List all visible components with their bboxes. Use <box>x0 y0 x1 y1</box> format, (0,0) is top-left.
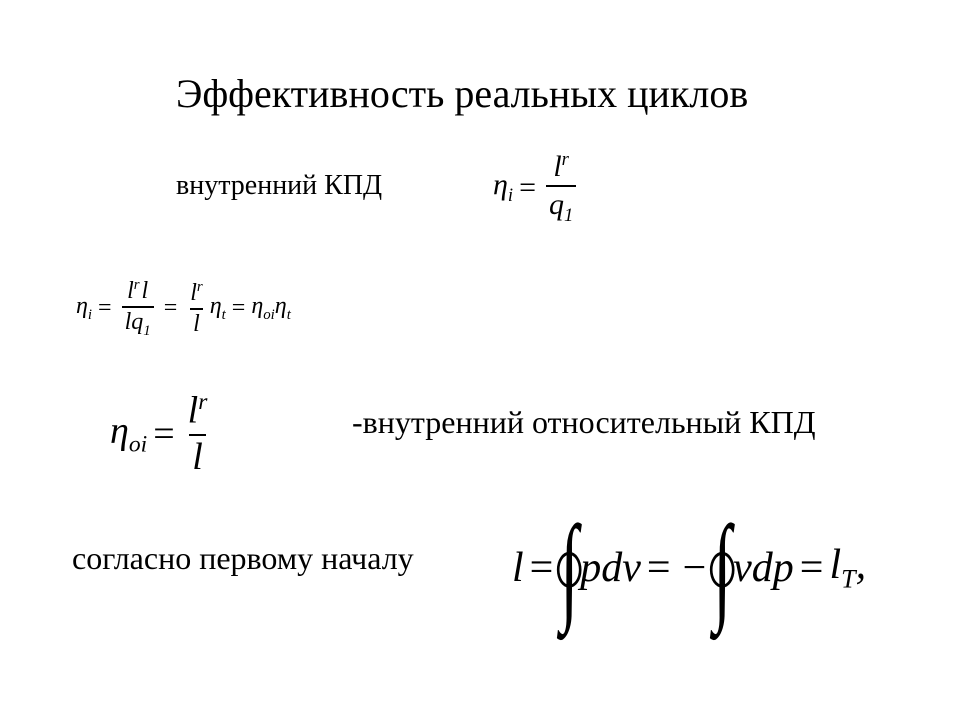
equals-sign: = <box>163 295 178 322</box>
equals-sign: = <box>529 545 554 591</box>
equals-sign: = <box>153 412 175 455</box>
formula-relative-efficiency <box>110 390 214 477</box>
numerator: $l^r$ <box>553 149 569 183</box>
equals-sign: = <box>98 295 112 322</box>
eta-t-symbol: $\eta_t$ <box>274 293 291 324</box>
fraction-2: $\frac{l^r}{l}$ <box>190 279 203 338</box>
equals-sign: = <box>231 295 246 322</box>
eta-symbol: $\eta_i$ <box>493 168 514 206</box>
first-law-label: согласно первому началу <box>72 540 414 576</box>
formula-internal-efficiency <box>493 150 580 225</box>
page-title: Эффективность реальных циклов <box>176 71 749 116</box>
contour-integral-icon: ∫ <box>561 508 579 628</box>
eta-t-symbol: $\eta_t$ <box>209 293 226 324</box>
fraction <box>546 150 576 225</box>
eta-oi-symbol: $\eta_{oi}$ <box>110 409 148 458</box>
formula-derivation <box>76 278 291 340</box>
relative-efficiency-label: -внутренний относительный КПД <box>352 404 816 440</box>
minus-sign: − <box>682 545 707 591</box>
eta-oi-symbol: $\eta_{oi}$ <box>251 293 275 324</box>
eta-i-symbol: $\eta_i$ <box>76 293 93 324</box>
fraction-1: $\frac{l^r l}{lq_1}$ <box>122 278 154 340</box>
internal-efficiency-label: внутренний КПД <box>176 170 383 201</box>
equals-sign: = <box>799 545 824 591</box>
denominator: $q_1$ <box>546 185 576 226</box>
formula-work-integral: l = ∫ pdv = − ∫ vdp = $l_T$, <box>512 501 867 634</box>
equals-sign: = <box>646 545 671 591</box>
equals-sign: = <box>519 170 536 204</box>
fraction: $\frac{l^r}{l}$ <box>187 389 208 478</box>
contour-integral-icon: ∫ <box>714 508 732 628</box>
